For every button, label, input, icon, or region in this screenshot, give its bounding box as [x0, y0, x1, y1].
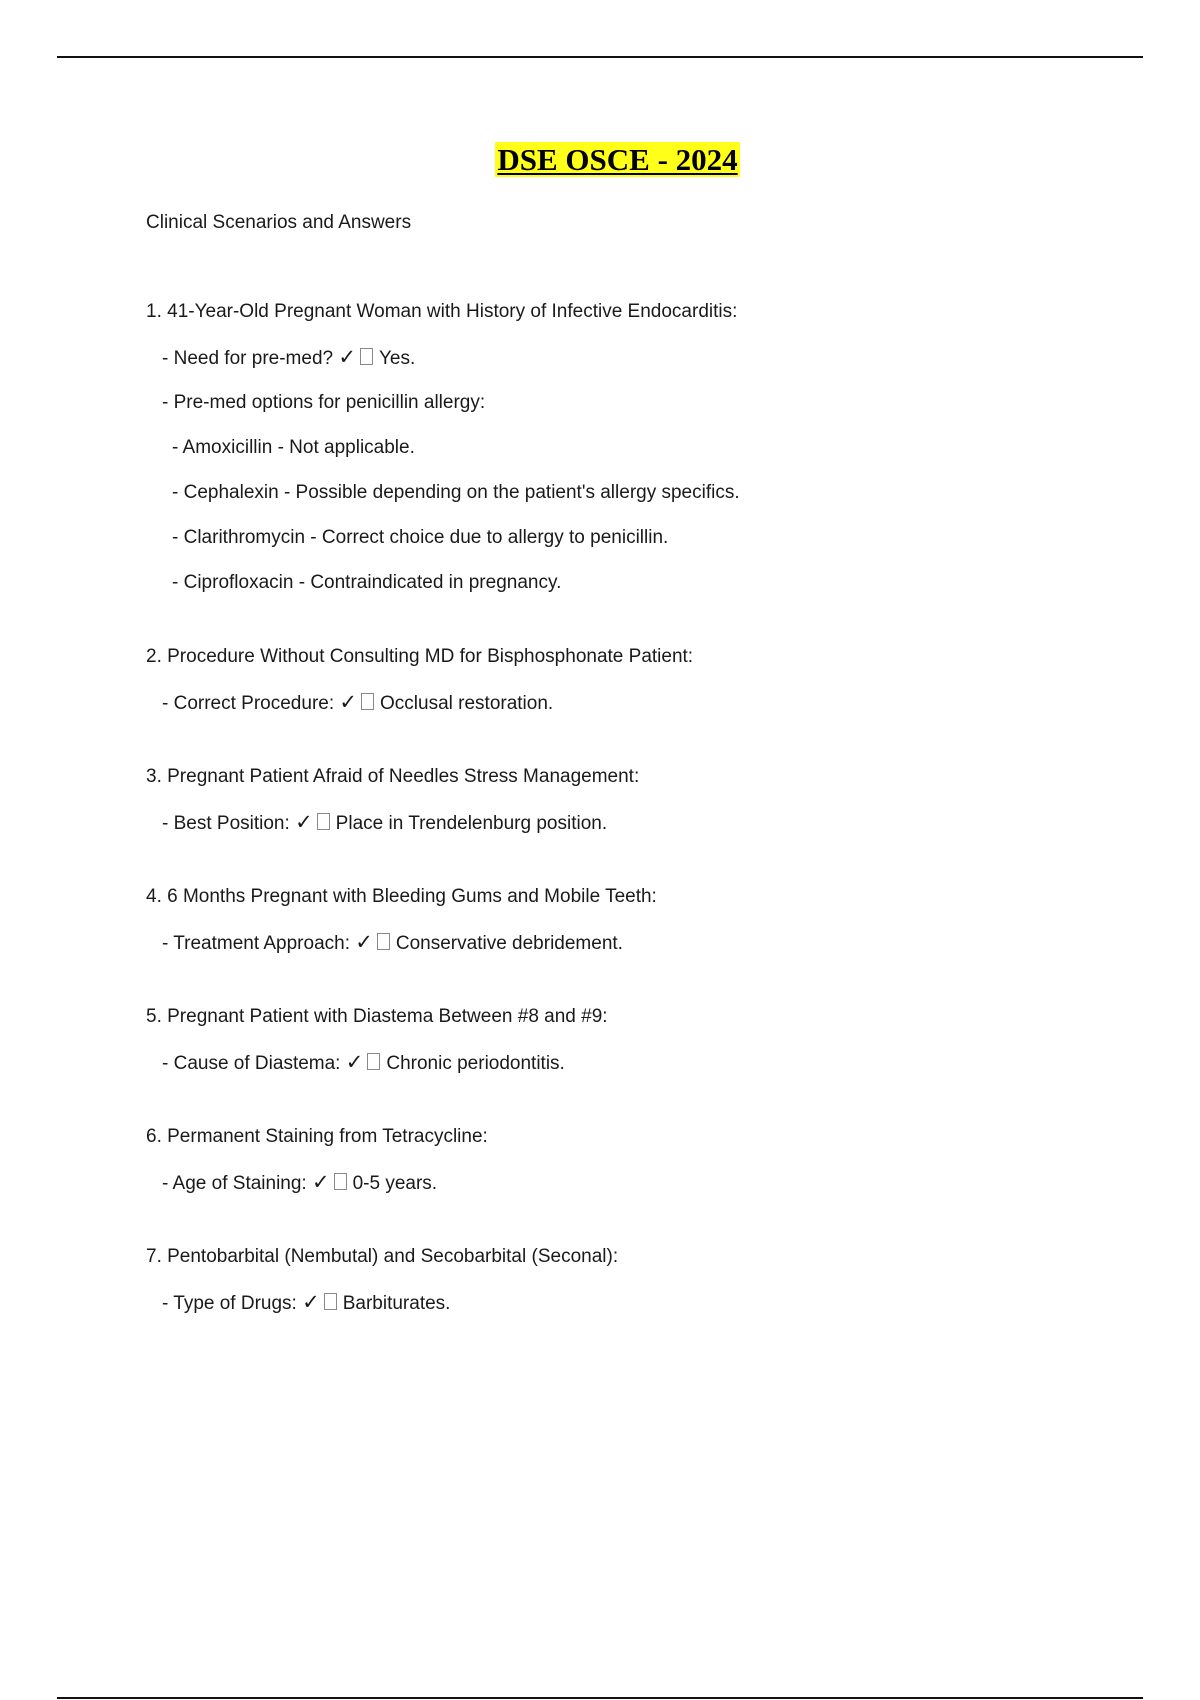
checkmark-icon: ✓	[355, 931, 373, 954]
header-rule	[57, 56, 1143, 58]
scenario-question: 7. Pentobarbital (Nembutal) and Secobarbital (Seconal):	[146, 1246, 619, 1267]
scenario-question: 2. Procedure Without Consulting MD for Bisphosphonate Patient:	[146, 646, 694, 667]
scenario-answer: - Amoxicillin - Not applicable.	[172, 437, 415, 458]
answer-label: - Age of Staining:	[162, 1173, 312, 1194]
title-container	[0, 142, 1200, 178]
scenario-answer	[146, 1171, 1146, 1195]
answer-label: - Correct Procedure:	[162, 693, 340, 714]
scenario-answer: - Clarithromycin - Correct choice due to allergy to penicillin.	[172, 527, 669, 548]
answer-label: - Cause of Diastema:	[162, 1053, 346, 1074]
answer-label: - Best Position:	[162, 813, 296, 834]
answer-text: 0-5 years.	[352, 1173, 438, 1194]
scenario-section	[146, 1245, 1146, 1315]
scenario-question: 4. 6 Months Pregnant with Bleeding Gums and Mobile Teeth:	[146, 886, 657, 907]
scenario-answer	[146, 811, 1146, 835]
scenario-section	[146, 765, 1146, 835]
document-subtitle: Clinical Scenarios and Answers	[146, 212, 412, 233]
scenario-question: 3. Pregnant Patient Afraid of Needles Stress Management:	[146, 766, 640, 787]
scenario-answer: - Pre-med options for penicillin allergy:	[162, 392, 486, 413]
scenario-section	[146, 1125, 1146, 1195]
answer-text: Barbiturates.	[342, 1293, 451, 1314]
scenario-list	[146, 300, 1146, 1365]
scenario-section	[146, 885, 1146, 955]
empty-box-icon	[361, 693, 374, 710]
answer-label: - Need for pre-med?	[162, 348, 339, 369]
empty-box-icon	[360, 348, 373, 365]
scenario-question: 5. Pregnant Patient with Diastema Between #8 and #9:	[146, 1006, 608, 1027]
scenario-question: 1. 41-Year-Old Pregnant Woman with History of Infective Endocarditis:	[146, 301, 738, 322]
checkmark-icon: ✓	[338, 346, 356, 369]
scenario-answer	[146, 346, 1146, 370]
scenario-answer	[146, 931, 1146, 955]
scenario-answer: - Cephalexin - Possible depending on the patient's allergy specifics.	[172, 482, 740, 503]
scenario-question: 6. Permanent Staining from Tetracycline:	[146, 1126, 488, 1147]
checkmark-icon: ✓	[295, 811, 313, 834]
scenario-answer: - Ciprofloxacin - Contraindicated in pregnancy.	[172, 572, 562, 593]
checkmark-icon: ✓	[345, 1051, 364, 1074]
empty-box-icon	[334, 1173, 347, 1190]
empty-box-icon	[317, 813, 330, 830]
scenario-answer	[146, 691, 1146, 715]
checkmark-icon: ✓	[339, 691, 358, 714]
checkmark-icon: ✓	[302, 1291, 320, 1314]
empty-box-icon	[367, 1053, 380, 1070]
scenario-answer	[146, 1291, 1146, 1315]
footer-rule	[57, 1697, 1143, 1699]
answer-text: Conservative debridement.	[395, 933, 623, 954]
scenario-answer	[146, 1051, 1146, 1075]
answer-label: - Type of Drugs:	[162, 1293, 303, 1314]
answer-text: Place in Trendelenburg position.	[335, 813, 608, 834]
scenario-section	[146, 1005, 1146, 1075]
empty-box-icon	[324, 1293, 337, 1310]
answer-text: Yes.	[378, 348, 416, 369]
answer-label: - Treatment Approach:	[162, 933, 356, 954]
document-title: DSE OSCE - 2024	[497, 142, 738, 177]
empty-box-icon	[377, 933, 390, 950]
answer-text: Chronic periodontitis.	[386, 1053, 565, 1074]
answer-text: Occlusal restoration.	[380, 693, 554, 714]
scenario-section	[146, 645, 1146, 715]
checkmark-icon: ✓	[312, 1171, 330, 1194]
scenario-section	[146, 300, 1146, 595]
